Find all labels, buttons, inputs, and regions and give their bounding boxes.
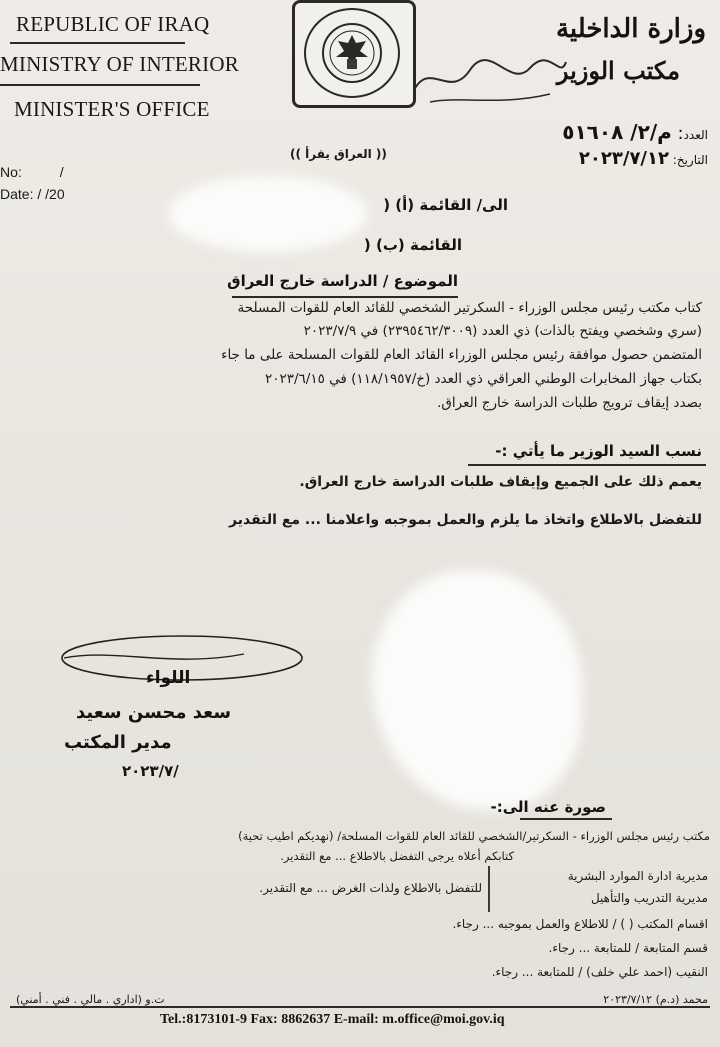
slogan: (( العراق يقرأ )): [290, 147, 387, 161]
header-underline-2: [0, 84, 200, 86]
recipient-b: القائمة (ب) (: [363, 236, 462, 254]
ar-number: العدد: م/٢/ ٥١٦٠٨: [562, 120, 708, 144]
signature-title: مدير المكتب: [64, 732, 172, 753]
copies-hr-note: للتفضل بالاطلاع ولذات الغرض ... مع التقدير.: [259, 881, 482, 895]
signature-rank: اللواء: [146, 668, 191, 688]
body-line-3: المتضمن حصول موافقة رئيس مجلس الوزراء القائد العام للقوات المسلحة على ما جاء: [221, 347, 702, 363]
copies-followup: قسم المتابعة / للمتابعة ... رجاء.: [548, 941, 708, 955]
redaction-blob-lower: [372, 570, 582, 810]
header-republic: REPUBLIC OF IRAQ: [16, 12, 210, 36]
body-line-2: (سري وشخصي ويفتح بالذات) ذي العدد (٢٣٩٥٤٦٢/٣٠٠٩) في ٢٠٢٣/٧/٩: [303, 323, 702, 339]
subject: الموضوع / الدراسة خارج العراق: [227, 272, 458, 290]
footer-left-codes: ت.و (اداري . مالي . فني . أمني): [16, 993, 165, 1006]
signature-name: سعد محسن سعيد: [76, 702, 232, 723]
header-office-ar: مكتب الوزير: [556, 56, 680, 85]
copies-training-dept: مديرية التدريب والتأهيل: [590, 891, 708, 905]
header-ministry-ar: وزارة الداخلية: [555, 14, 706, 44]
order-line: يعمم ذلك على الجميع وإيقاف طلبات الدراسة خارج العراق.: [299, 474, 702, 490]
copies-sections: اقسام المكتب ( ) / للاطلاع والعمل بموجبه ... رجاء.: [452, 917, 708, 931]
copies-heading-underline: [520, 818, 612, 820]
footer-right-codes: محمد (د.م) ٢٠٢٣/٧/١٢: [603, 993, 708, 1006]
header-underline-1: [10, 42, 185, 44]
order-heading-underline: [468, 464, 706, 466]
header-ministry: MINISTRY OF INTERIOR: [0, 52, 239, 76]
footer-contact: Tel.:8173101-9 Fax: 8862637 E-mail: m.office@moi.gov.iq: [160, 1012, 505, 1027]
redaction-blob: [168, 176, 368, 252]
copies-heading: صورة عنه الى:-: [490, 798, 606, 816]
no-label: No: /: [0, 164, 64, 180]
header-office: MINISTER'S OFFICE: [14, 97, 210, 121]
copies-line-1: مكتب رئيس مجلس الوزراء - السكرتير/الشخصي للقائد العام للقوات المسلحة/ (نهديكم اطيب تحية): [238, 829, 710, 843]
copies-bracket: [488, 866, 490, 912]
handwritten-scribble: [410, 50, 570, 110]
ar-date: التاريخ: ٢٠٢٣/٧/١٢: [578, 148, 708, 169]
footer-rule: [10, 1006, 710, 1008]
ministry-eagle-seal-icon: [304, 8, 400, 98]
copies-hr-dept: مديرية ادارة الموارد البشرية: [567, 869, 708, 883]
copies-captain: النقيب (احمد علي خلف) / للمتابعة ... رجاء.: [491, 965, 708, 979]
copies-line-2: كتابكم أعلاه يرجى التفضل بالاطلاع ... مع التقدير.: [280, 849, 514, 863]
signature-date: ٢٠٢٣/٧/: [122, 762, 179, 780]
order-heading: نسب السيد الوزير ما يأتي :-: [495, 442, 702, 460]
body-line-4: بكتاب جهاز المخابرات الوطني العراقي ذي العدد (خ/١١٨/١٩٥٧) في ٢٠٢٣/٦/١٥: [264, 371, 702, 387]
recipient-a: الى/ القائمة (أ) (: [383, 196, 508, 214]
body-line-1: كتاب مكتب رئيس مجلس الوزراء - السكرتير الشخصي للقائد العام للقوات المسلحة: [237, 300, 702, 316]
date-label: Date: / /20: [0, 186, 65, 202]
body-line-5: بصدد إيقاف ترويج طلبات الدراسة خارج العراق.: [437, 395, 702, 411]
closing-line: للتفضل بالاطلاع واتخاذ ما يلزم والعمل بموجبه واعلامنا ... مع التقدير: [229, 512, 702, 528]
